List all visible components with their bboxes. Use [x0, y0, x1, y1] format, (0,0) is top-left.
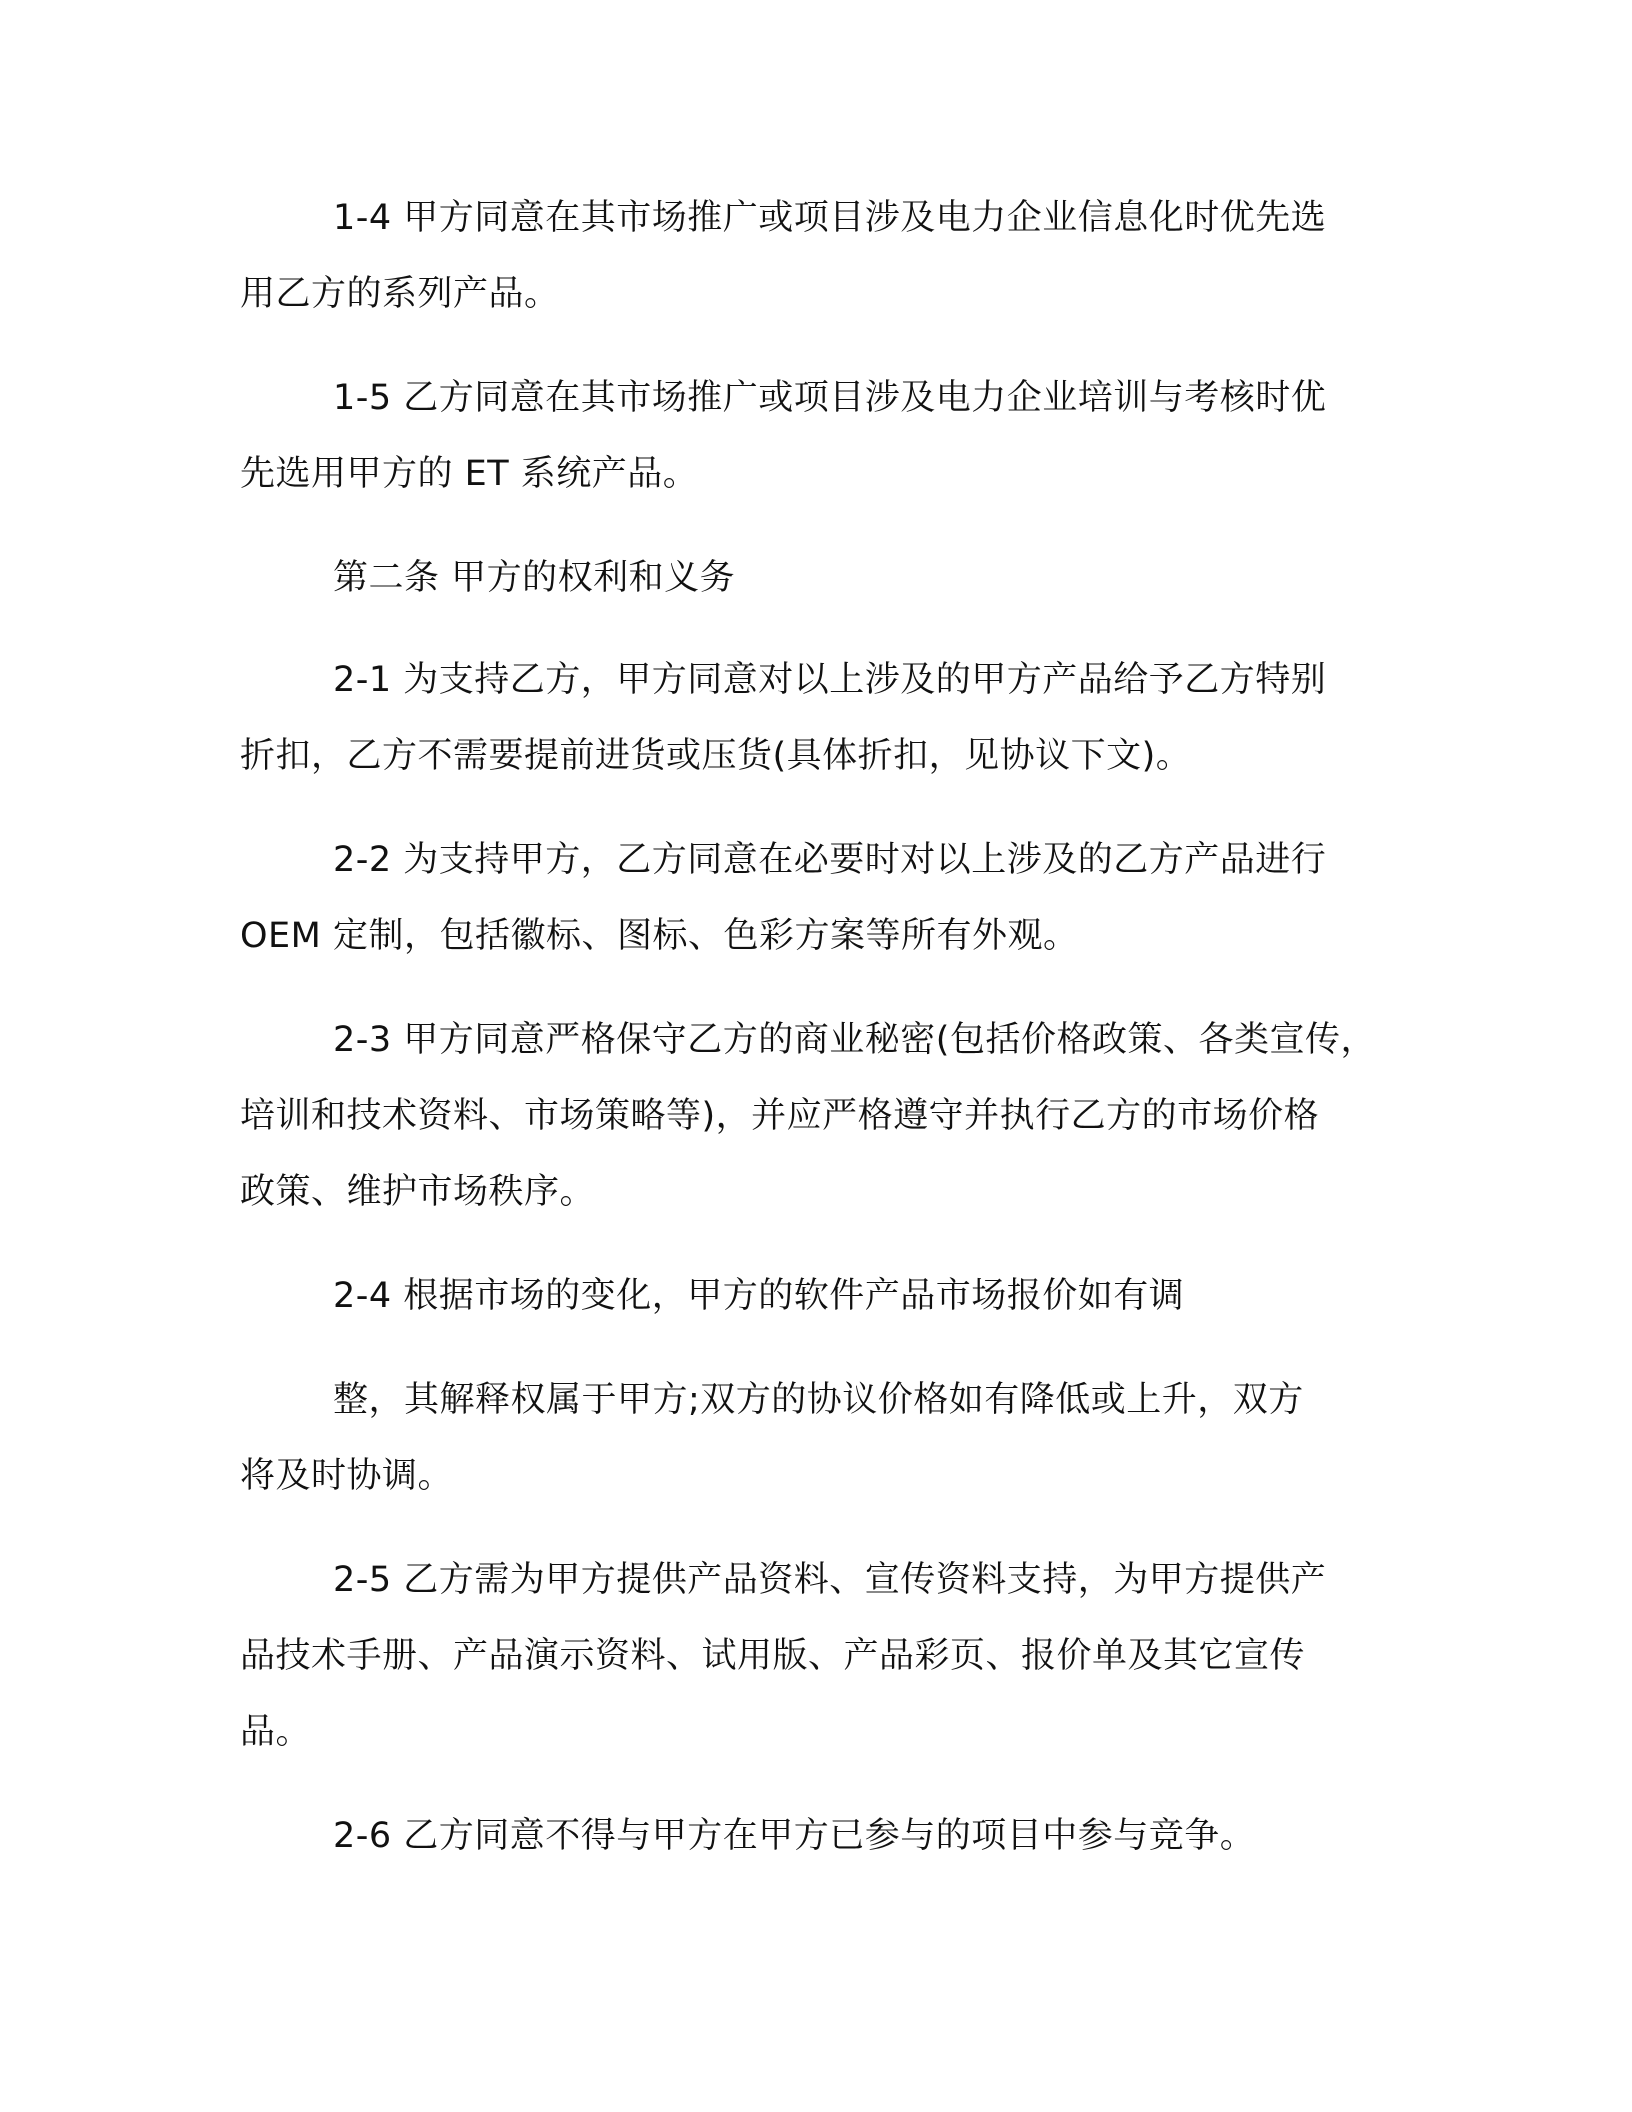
- clause-2-2-line-2: OEM 定制，包括徽标、图标、色彩方案等所有外观。: [240, 916, 1079, 956]
- clause-2-2-line-1: 2-2 为支持甲方，乙方同意在必要时对以上涉及的乙方产品进行: [333, 840, 1327, 880]
- section-heading-article-2: 第二条 甲方的权利和义务: [333, 558, 736, 598]
- clause-2-4-line-3: 将及时协调。: [240, 1456, 454, 1496]
- clause-1-5-line-1: 1-5 乙方同意在其市场推广或项目涉及电力企业培训与考核时优: [333, 378, 1327, 418]
- clause-2-4-line-1: 2-4 根据市场的变化，甲方的软件产品市场报价如有调: [333, 1276, 1185, 1316]
- clause-2-3-line-1: 2-3 甲方同意严格保守乙方的商业秘密(包括价格政策、各类宣传，: [333, 1020, 1376, 1060]
- clause-2-4-line-2: 整，其解释权属于甲方;双方的协议价格如有降低或上升，双方: [333, 1380, 1304, 1420]
- clause-2-5-line-1: 2-5 乙方需为甲方提供产品资料、宣传资料支持，为甲方提供产: [333, 1560, 1327, 1600]
- clause-2-5-line-2: 品技术手册、产品演示资料、试用版、产品彩页、报价单及其它宣传: [240, 1636, 1306, 1676]
- clause-2-3-line-3: 政策、维护市场秩序。: [240, 1172, 596, 1212]
- clause-2-3-line-2: 培训和技术资料、市场策略等)，并应严格遵守并执行乙方的市场价格: [240, 1096, 1320, 1136]
- clause-1-4-line-2: 用乙方的系列产品。: [240, 274, 560, 314]
- clause-2-6-line-1: 2-6 乙方同意不得与甲方在甲方已参与的项目中参与竞争。: [333, 1816, 1256, 1856]
- clause-2-1-line-1: 2-1 为支持乙方，甲方同意对以上涉及的甲方产品给予乙方特别: [333, 660, 1327, 700]
- clause-1-5-line-2: 先选用甲方的 ET 系统产品。: [240, 454, 699, 494]
- clause-2-1-line-2: 折扣，乙方不需要提前进货或压货(具体折扣，见协议下文)。: [240, 736, 1192, 776]
- clause-2-5-line-3: 品。: [240, 1712, 312, 1752]
- clause-1-4-line-1: 1-4 甲方同意在其市场推广或项目涉及电力企业信息化时优先选: [333, 198, 1327, 238]
